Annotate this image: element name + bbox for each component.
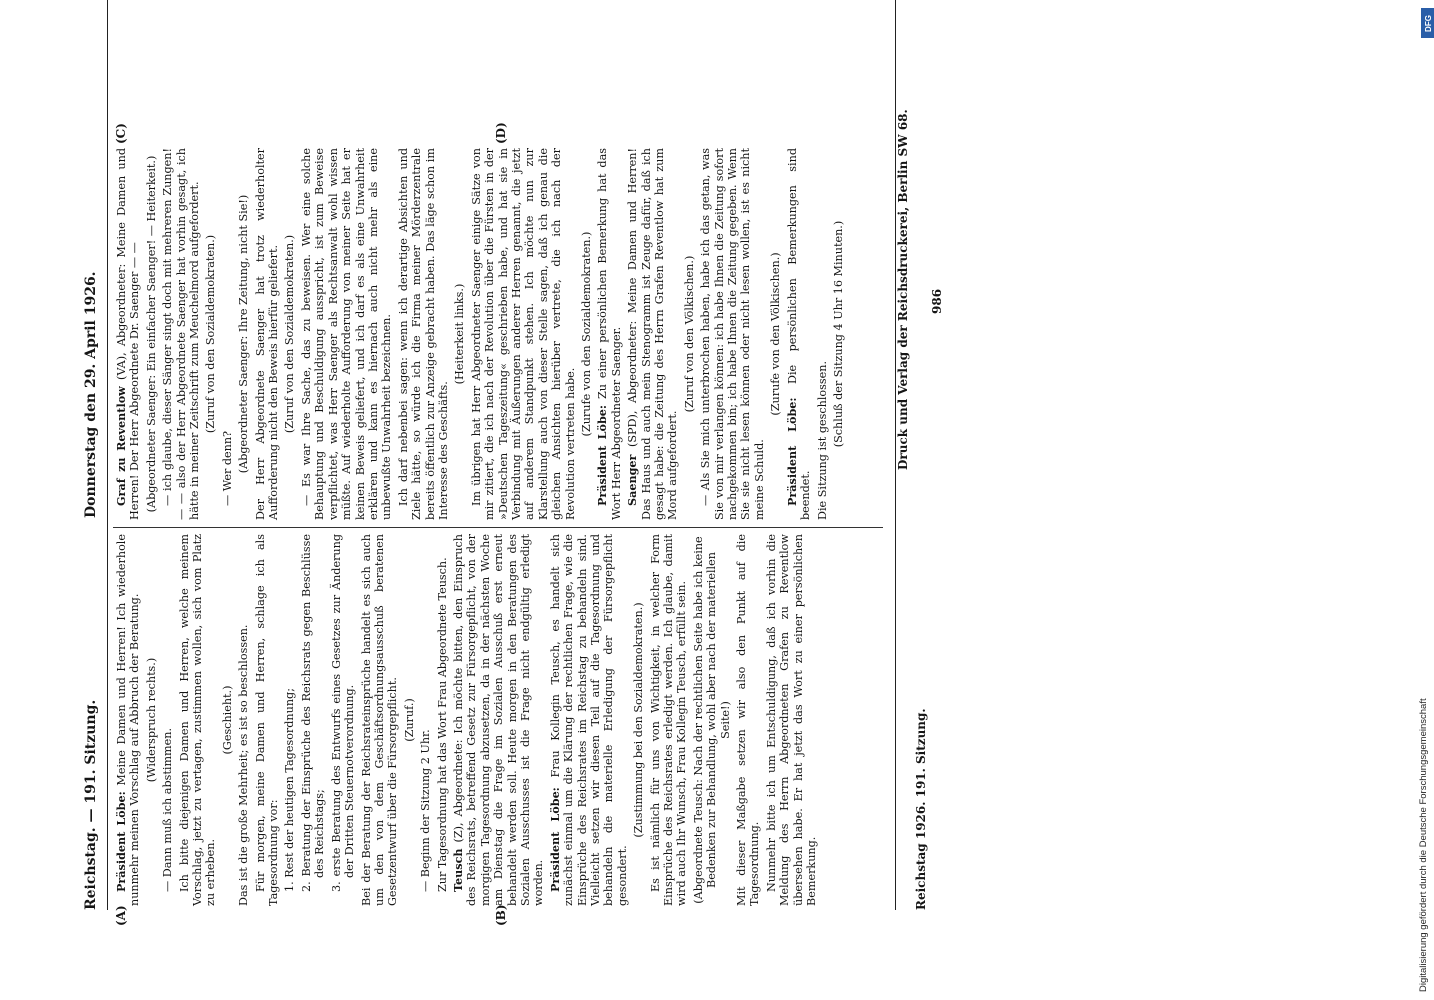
header-session: Reichstag. — 191. Sitzung. [83,699,99,910]
paragraph [649,534,689,906]
right-column [115,148,885,520]
agenda-item [283,534,296,906]
interjection [769,148,782,520]
agenda-item [300,534,327,906]
interjection [221,534,234,906]
paragraph-text: Es ist nämlich für uns von Wichtigkeit, in welcher Form Einsprüche des Reichsrates erledigt werden. Ich glaube, damit wird auch Ihr Wunsch, Frau Kollegin Teusch, erfüllt sein. [648,534,689,906]
paragraph-text: — ich glaube, dieser Sänger singt doch mit mehreren Zungen! — — also der Herr Abgeordnete Saenger hat vorhin gesagt, ich hätte in meiner Zeitschrift zum Meuchelmord aufgefordert. [161,148,202,520]
paragraph-text: Die persönlichen Bemerkungen sind beendet. [785,148,813,520]
speaker-name: Präsident Löbe: [784,397,799,506]
paragraph-text: (Z), Abgeordnete: Ich möchte bitten, den Einspruch des Reichsrats, betreffend Gesetz zur Fürsorgepflicht, von der morgigen Tagesordnung abzusetzen, da in der nächsten Woche am Dienstag die Frage im Sozialen Ausschuß erst erneut behandelt werden soll. Heute morgen in den Beratungen des Sozialen Ausschusses ist die Frage nicht endgültig erledigt worden. [451,534,546,906]
speaker-name: Präsident Löbe: [114,791,128,892]
speaker-name: Teusch [450,848,465,892]
paragraph [221,148,234,520]
paragraph [816,148,829,520]
interjection [145,148,158,520]
interjection [145,534,158,906]
running-header [85,0,109,910]
paragraph [735,534,762,906]
speaker-name: Graf zu Reventlow [114,386,128,506]
paragraph-text: Zu einer persönlichen Bemerkung hat das Wort Herr Abgeordneter Saenger. [596,147,623,520]
margin-marker-c: (C) [114,123,128,144]
margin-marker-a: (A) [114,905,128,926]
speech-paragraph [786,148,813,520]
paragraph-text: (Zustimmung bei den Sozialdemokraten.) [632,602,646,838]
paragraph-text: (Schluß der Sitzung 4 Uhr 16 Minuten.) [831,220,845,448]
paragraph-text: 1. Rest der heutigen Tagesordnung; [283,688,297,892]
paragraph-text: (SPD), Abgeordneter: Meine Damen und Herren! Das Haus und auch mein Stenogramm ist Zeuge dafür, daß ich gesagt habe: die Zeitung des Herrn Grafen Reventlow hat zum Mord aufgefordert. [626,148,680,520]
paragraph-text: Mit dieser Maßgabe setzen wir also den Punkt auf die Tagesordnung. [735,534,762,906]
paragraph-text: Der Herr Abgeordnete Saenger hat trotz wiederholter Aufforderung nicht den Beweis hierfür geliefert. [253,148,281,520]
paragraph-text: Ich darf nebenbei sagen: wenn ich derartige Absichten und Ziele hätte, so würde ich die Firma meiner Mörderzentrale bereits öffentlich zur Anzeige gebracht haben. Das läge schon im Interesse des Geschäfts. [396,148,450,520]
paragraph-text: — Als Sie mich unterbrochen haben, habe ich das getan, was Sie von mir verlangen können: ich habe Ihnen die Zeitung sofort nachgekommen bin; ich habe Ihnen die Zeitung gegeben. Wenn Sie sie nicht lesen können oder nicht lesen wollen, ist es nicht meine Schuld. [699,148,766,520]
paragraph [765,534,819,906]
speech-paragraph [549,534,629,906]
margin-marker-b: (B) [494,904,508,926]
speech-paragraph [115,148,142,520]
interjection [632,534,645,906]
paragraph [161,534,174,906]
margin-marker-d: (D) [494,122,508,144]
paragraph [699,148,766,520]
header-rule [107,0,108,910]
speaker-name: Saenger [625,454,640,506]
paragraph [254,148,281,520]
speaker-name: Präsident Löbe: [547,787,562,892]
interjection [683,148,696,520]
paragraph [300,148,394,520]
paragraph-text: — Dann muß ich abstimmen. [161,727,175,892]
interjection [832,148,845,520]
paragraph [436,534,449,906]
paragraph-text: (Zurufe von den Völkischen.) [769,252,783,416]
paragraph [419,534,432,906]
speaker-name: Präsident Löbe: [595,404,610,506]
paragraph-text: (Heiterkeit links.) [453,283,467,385]
paragraph-text: (Zuruf von den Sozialdemokraten.) [283,234,297,434]
paragraph-text: (Zuruf von den Völkischen.) [682,255,696,413]
paragraph [161,148,201,520]
paragraph-text: Frau Kollegin Teusch, es handelt sich zunächst einmal um die Klärung der rechtlichen Frage, wie die Einsprüche des Reichsrates im Reichstag zu behandeln sind. Vielleicht setzen wir diesen Teil auf die Tagesordnung und behandeln die materielle Erledigung der Fürsorgepflicht gesondert. [548,534,629,906]
paragraph [254,534,281,906]
paragraph-text: Nunmehr bitte ich um Entschuldigung, daß ich vorhin die Meldung des Herrn Abgeordneten Grafen zu Reventlow übersehen habe. Er hat jetzt das Wort zu einer persönlichen Bemerkung. [764,534,819,906]
paragraph [397,148,451,520]
speech-paragraph [115,534,142,906]
paragraph-text: Die Sitzung ist geschlossen. [815,360,829,520]
speech-paragraph [626,148,680,520]
interjection [204,148,217,520]
paragraph-text: (Abgeordnete Teusch: Nach der rechtlichen Seite habe ich keine Bedenken zur Behandlung, wohl aber nach der materiellen Seite!) [691,536,732,904]
paragraph-text: Zur Tagesordnung hat das Wort Frau Abgeordnete Teusch. [435,557,449,892]
dfg-logo: DFG [1421,8,1434,38]
column-divider [113,527,883,528]
paragraph-text: (Abgeordneter Saenger: Ihre Zeitung, nicht Sie!) [237,194,251,474]
paragraph-text: (Zuruf.) [402,698,416,742]
rotated-printed-page [85,90,1320,950]
paragraph-text: — Wer denn? [220,430,234,506]
speech-paragraph [596,148,623,520]
footer-session: Reichstag 1926. 191. Sitzung. [914,708,928,910]
paragraph-text: 3. erste Beratung des Entwurfs eines Gesetzes zur Änderung der Dritten Steuernotverordnung. [329,534,357,892]
interjection [692,534,732,906]
paragraph-text: (Abgeordneter Saenger: Ein einfacher Saenger! — Heiterkeit.) [144,155,158,513]
printer-imprint: Druck und Verlag der Reichsdruckerei, Berlin SW 68. [896,109,910,470]
paragraph-text: Ich bitte diejenigen Damen und Herren, welche meinem Vorschlag, jetzt zu vertagen, zustimmen wollen, sich vom Platz zu erheben. [177,534,218,906]
left-column [115,534,885,906]
header-date: Donnerstag den 29. April 1926. [83,271,99,518]
paragraph-text: Das ist die große Mehrheit; es ist so beschlossen. [237,624,251,906]
digitization-credit: Digitalisierung gefördert durch die Deutsche Forschungsgemeinschaft [1418,698,1429,992]
paragraph-text: (Zurufe von den Sozialdemokraten.) [580,231,593,437]
speech-paragraph [452,534,546,906]
paragraph-text: — Es war Ihre Sache, das zu beweisen. Wer eine solche Behauptung und Beschuldigung ausspricht, ist zum Beweise verpflichtet, was Herr Saenger als Rechtsanwalt wohl wissen müßte. Auf wiederholte Aufforderung von meiner Seite hat er keinen Beweis geliefert, und ich darf es als eine Unwahrheit erklären und kann es hiernach auch nicht mehr als eine unbewußte Unwahrheit bezeichnen. [299,148,394,520]
interjection [283,148,296,520]
paragraph-text: (Widerspruch rechts.) [144,657,158,783]
paragraph [360,534,400,906]
interjection [580,148,593,520]
paragraph-text: Meine Damen und Herren! Ich wiederhole nunmehr meinen Vorschlag auf Abbruch der Beratung. [115,533,142,906]
paragraph [470,148,577,520]
footer-page-number: 986 [930,288,944,314]
paragraph-text: (Zuruf von den Sozialdemokraten.) [204,234,218,434]
paragraph-text: Für morgen, meine Damen und Herren, schlage ich als Tagesordnung vor: [253,534,281,906]
paragraph-text: — Beginn der Sitzung 2 Uhr. [419,729,433,892]
paragraph-text: Bei der Beratung der Reichsrateinsprüche handelt es sich auch um den von dem Geschäftsordnungsausschuß beratenen Gesetzentwurf über die Fürsorgepflicht. [359,534,400,906]
paragraph-text: Im übrigen hat Herr Abgeordneter Saenger einige Sätze von mir zitiert, die ich nach der Revolution über die Fürsten in der »Deutschen Tageszeitung« geschrieben habe, und hat sie in Verbindung mit Äußerungen anderer Herren genannt, die jetzt auf anderem Standpunkt stehen. Ich möchte nun zur Klarstellung auch von dieser Stelle sagen, daß ich genau die gleichen Ansichten hierüber vertrete, die ich nach der Revolution vertreten habe. [469,148,577,520]
interjection [237,148,250,520]
paragraph-text: 2. Beratung der Einsprüche des Reichsrats gegen Beschlüsse des Reichstags; [299,534,327,892]
paragraph [178,534,218,906]
paragraph-text: (Geschieht.) [220,685,234,755]
interjection [453,148,466,520]
paragraph [237,534,250,906]
interjection [403,534,416,906]
agenda-item [330,534,357,906]
paragraph-text: (VA), Abgeordneter: Meine Damen und Herren! Der Herr Abgeordnete Dr. Saenger — — [115,148,142,520]
